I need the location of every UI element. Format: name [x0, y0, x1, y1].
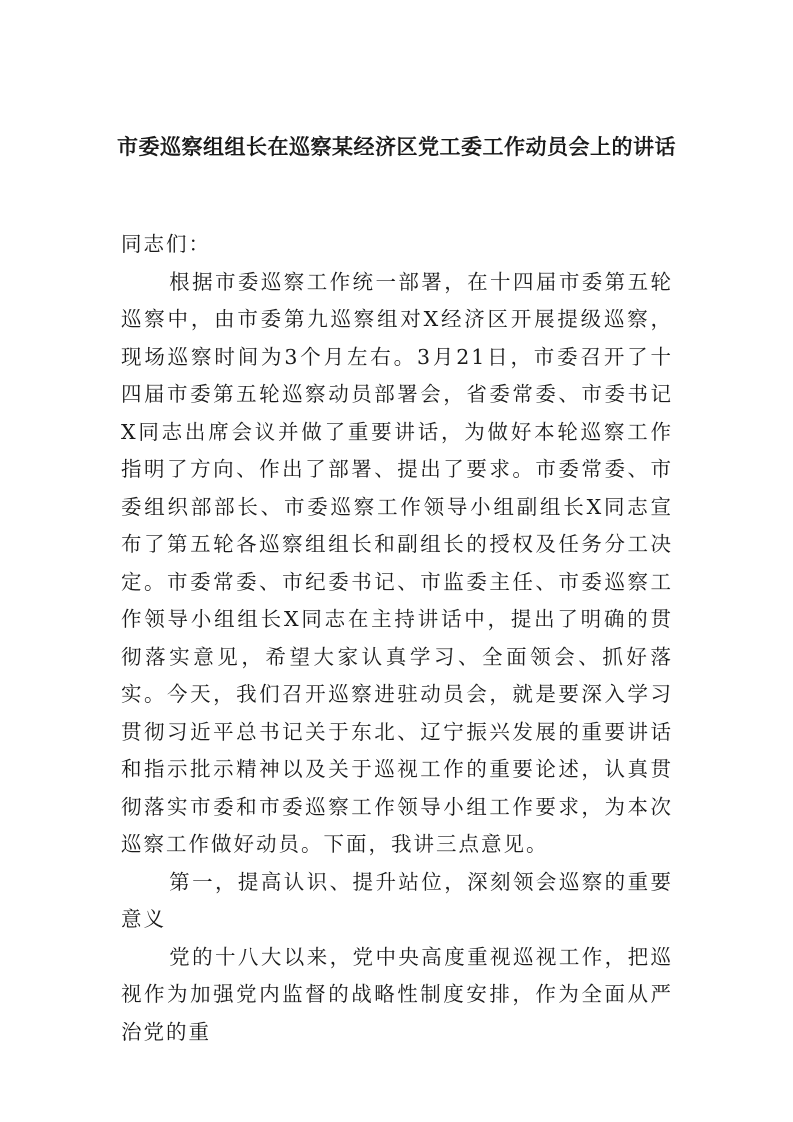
section-heading-first: 第一，提高认识、提升站位，深刻领会巡察的重要意义	[121, 869, 673, 931]
salutation: 同志们：	[121, 232, 211, 256]
document-body	[121, 226, 673, 1051]
document-title: 市委巡察组组长在巡察某经济区党工委工作动员会上的讲话	[117, 134, 676, 159]
paragraph-intro: 根据市委巡察工作统一部署，在十四届市委第五轮巡察中，由市委第九巡察组对X经济区开展提级巡察，现场巡察时间为3个月左右。3月21日，市委召开了十四届市委第五轮巡察动员部署会，省委常委、市委书记X同志出席会议并做了重要讲话，为做好本轮巡察工作指明了方向、作出了部署、提出了要求。市委常委、市委组织部部长、市委巡察工作领导小组副组长X同志宣布了第五轮各巡察组组长和副组长的授权及任务分工决定。市委常委、市纪委书记、市监委主任、市委巡察工作领导小组组长X同志在主持讲话中，提出了明确的贯彻落实意见，希望大家认真学习、全面领会、抓好落实。今天，我们召开巡察进驻动员会，就是要深入学习贯彻习近平总书记关于东北、辽宁振兴发展的重要讲话和指示批示精神以及关于巡视工作的重要论述，认真贯彻落实市委和市委巡察工作领导小组工作要求，为本次巡察工作做好动员。下面，我讲三点意见。	[121, 269, 673, 856]
paragraph-section-one: 党的十八大以来，党中央高度重视巡视工作，把巡视作为加强党内监督的战略性制度安排，作为全面从严治党的重	[121, 944, 673, 1044]
